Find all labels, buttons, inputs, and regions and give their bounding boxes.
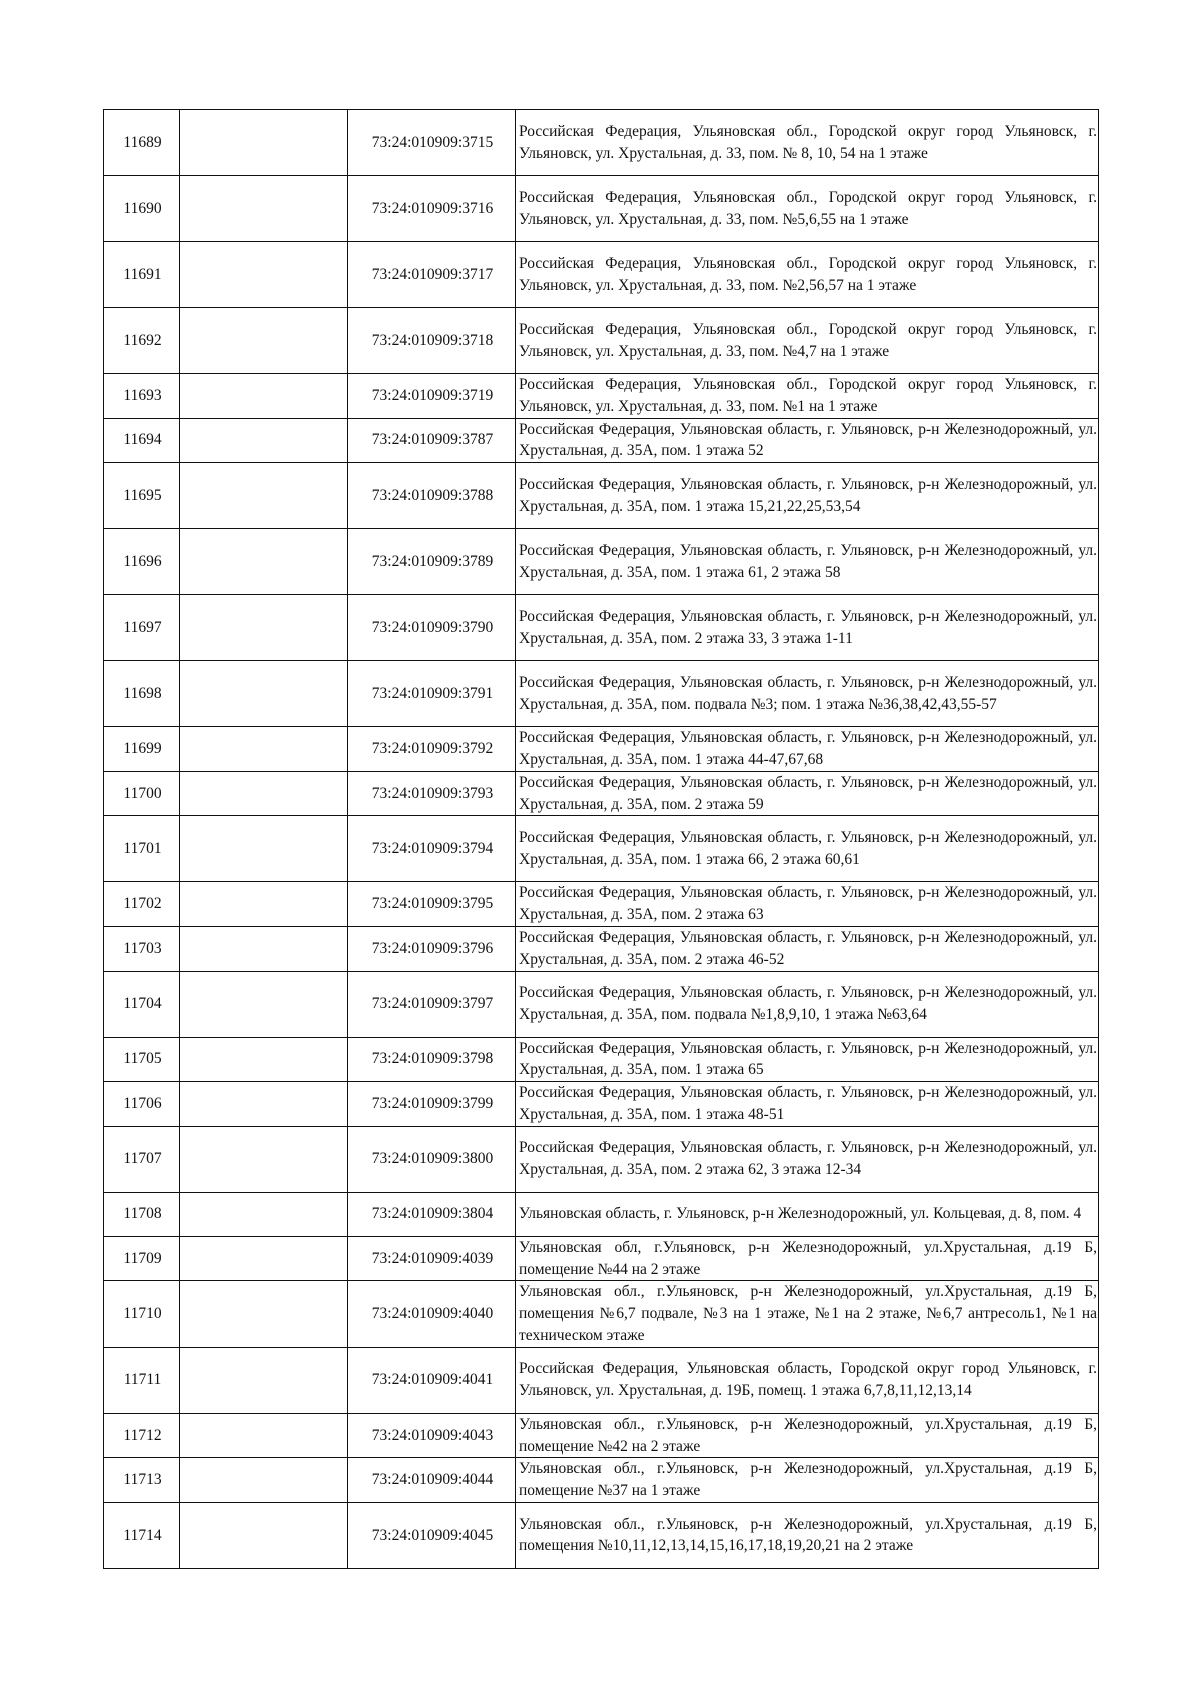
owner-cell [180, 308, 348, 374]
cadastral-number-cell: 73:24:010909:3718 [348, 308, 516, 374]
table-row [104, 242, 1099, 308]
address-cell: Российская Федерация, Ульяновская область, г. Ульяновск, р-н Железнодорожный, ул. Хрустальная, д. 35А, пом. 2 этажа 33, 3 этажа 1-11 [516, 595, 1099, 661]
table-row [104, 374, 1099, 419]
address-cell: Российская Федерация, Ульяновская область, г. Ульяновск, р-н Железнодорожный, ул. Хрустальная, д. 35А, пом. 1 этажа 52 [516, 418, 1099, 463]
table-row [104, 463, 1099, 529]
table-row [104, 308, 1099, 374]
table-row [104, 971, 1099, 1037]
owner-cell [180, 882, 348, 927]
cadastral-number-cell: 73:24:010909:3787 [348, 418, 516, 463]
row-number-cell: 11713 [104, 1458, 180, 1503]
row-number-cell: 11708 [104, 1192, 180, 1236]
owner-cell [180, 1281, 348, 1347]
owner-cell [180, 1082, 348, 1127]
row-number-cell: 11711 [104, 1347, 180, 1413]
address-cell: Российская Федерация, Ульяновская область, г. Ульяновск, р-н Железнодорожный, ул. Хрустальная, д. 35А, пом. подвала №1,8,9,10, 1 этажа №63,64 [516, 971, 1099, 1037]
cadastral-number-cell: 73:24:010909:3796 [348, 926, 516, 971]
cadastral-number-cell: 73:24:010909:4044 [348, 1458, 516, 1503]
table-row [104, 595, 1099, 661]
row-number-cell: 11701 [104, 816, 180, 882]
table-row [104, 1458, 1099, 1503]
table-row [104, 1236, 1099, 1281]
cadastral-number-cell: 73:24:010909:3790 [348, 595, 516, 661]
owner-cell [180, 1192, 348, 1236]
table-row [104, 882, 1099, 927]
cadastral-number-cell: 73:24:010909:4043 [348, 1413, 516, 1458]
row-number-cell: 11714 [104, 1502, 180, 1568]
cadastral-number-cell: 73:24:010909:3716 [348, 176, 516, 242]
cadastral-number-cell: 73:24:010909:3715 [348, 110, 516, 176]
owner-cell [180, 971, 348, 1037]
cadastral-number-cell: 73:24:010909:3795 [348, 882, 516, 927]
owner-cell [180, 242, 348, 308]
property-registry-table [103, 109, 1099, 1569]
registry-table-body [104, 110, 1099, 1569]
table-row [104, 1192, 1099, 1236]
cadastral-number-cell: 73:24:010909:3717 [348, 242, 516, 308]
address-cell: Российская Федерация, Ульяновская область, г. Ульяновск, р-н Железнодорожный, ул. Хрустальная, д. 35А, пом. 2 этажа 46-52 [516, 926, 1099, 971]
table-row [104, 926, 1099, 971]
row-number-cell: 11697 [104, 595, 180, 661]
address-cell: Российская Федерация, Ульяновская обл., Городской округ город Ульяновск, г. Ульяновск, ул. Хрустальная, д. 33, пом. №2,56,57 на 1 этаже [516, 242, 1099, 308]
owner-cell [180, 529, 348, 595]
table-row [104, 771, 1099, 816]
owner-cell [180, 595, 348, 661]
row-number-cell: 11691 [104, 242, 180, 308]
cadastral-number-cell: 73:24:010909:3804 [348, 1192, 516, 1236]
address-cell: Российская Федерация, Ульяновская область, г. Ульяновск, р-н Железнодорожный, ул. Хрустальная, д. 35А, пом. 2 этажа 59 [516, 771, 1099, 816]
address-cell: Российская Федерация, Ульяновская область, Городской округ город Ульяновск, г. Ульяновск, ул. Хрустальная, д. 19Б, помещ. 1 этажа 6,7,8,11,12,13,14 [516, 1347, 1099, 1413]
cadastral-number-cell: 73:24:010909:4039 [348, 1236, 516, 1281]
address-cell: Ульяновская обл, г.Ульяновск, р-н Железнодорожный, ул.Хрустальная, д.19 Б, помещение №44 на 2 этаже [516, 1236, 1099, 1281]
cadastral-number-cell: 73:24:010909:4041 [348, 1347, 516, 1413]
table-row [104, 110, 1099, 176]
cadastral-number-cell: 73:24:010909:3798 [348, 1037, 516, 1082]
cadastral-number-cell: 73:24:010909:3793 [348, 771, 516, 816]
owner-cell [180, 176, 348, 242]
owner-cell [180, 1126, 348, 1192]
owner-cell [180, 1413, 348, 1458]
row-number-cell: 11702 [104, 882, 180, 927]
cadastral-number-cell: 73:24:010909:3797 [348, 971, 516, 1037]
row-number-cell: 11693 [104, 374, 180, 419]
owner-cell [180, 661, 348, 727]
row-number-cell: 11700 [104, 771, 180, 816]
address-cell: Российская Федерация, Ульяновская область, г. Ульяновск, р-н Железнодорожный, ул. Хрустальная, д. 35А, пом. 1 этажа 15,21,22,25,53,54 [516, 463, 1099, 529]
owner-cell [180, 1502, 348, 1568]
owner-cell [180, 816, 348, 882]
address-cell: Российская Федерация, Ульяновская область, г. Ульяновск, р-н Железнодорожный, ул. Хрустальная, д. 35А, пом. 2 этажа 62, 3 этажа 12-34 [516, 1126, 1099, 1192]
owner-cell [180, 110, 348, 176]
owner-cell [180, 926, 348, 971]
owner-cell [180, 771, 348, 816]
row-number-cell: 11698 [104, 661, 180, 727]
table-row [104, 176, 1099, 242]
table-row [104, 1037, 1099, 1082]
table-row [104, 1502, 1099, 1568]
owner-cell [180, 1458, 348, 1503]
row-number-cell: 11712 [104, 1413, 180, 1458]
row-number-cell: 11692 [104, 308, 180, 374]
table-row [104, 661, 1099, 727]
owner-cell [180, 463, 348, 529]
cadastral-number-cell: 73:24:010909:3719 [348, 374, 516, 419]
address-cell: Российская Федерация, Ульяновская область, г. Ульяновск, р-н Железнодорожный, ул. Хрустальная, д. 35А, пом. 1 этажа 66, 2 этажа 60,61 [516, 816, 1099, 882]
table-row [104, 1082, 1099, 1127]
address-cell: Российская Федерация, Ульяновская область, г. Ульяновск, р-н Железнодорожный, ул. Хрустальная, д. 35А, пом. 1 этажа 65 [516, 1037, 1099, 1082]
owner-cell [180, 1037, 348, 1082]
address-cell: Российская Федерация, Ульяновская область, г. Ульяновск, р-н Железнодорожный, ул. Хрустальная, д. 35А, пом. подвала №3; пом. 1 этажа №36,38,42,43,55-57 [516, 661, 1099, 727]
row-number-cell: 11696 [104, 529, 180, 595]
owner-cell [180, 1236, 348, 1281]
address-cell: Российская Федерация, Ульяновская область, г. Ульяновск, р-н Железнодорожный, ул. Хрустальная, д. 35А, пом. 1 этажа 44-47,67,68 [516, 727, 1099, 772]
row-number-cell: 11694 [104, 418, 180, 463]
row-number-cell: 11709 [104, 1236, 180, 1281]
owner-cell [180, 418, 348, 463]
address-cell: Российская Федерация, Ульяновская область, г. Ульяновск, р-н Железнодорожный, ул. Хрустальная, д. 35А, пом. 1 этажа 61, 2 этажа 58 [516, 529, 1099, 595]
row-number-cell: 11703 [104, 926, 180, 971]
cadastral-number-cell: 73:24:010909:3800 [348, 1126, 516, 1192]
row-number-cell: 11707 [104, 1126, 180, 1192]
cadastral-number-cell: 73:24:010909:4040 [348, 1281, 516, 1347]
table-row [104, 1126, 1099, 1192]
table-row [104, 418, 1099, 463]
cadastral-number-cell: 73:24:010909:3794 [348, 816, 516, 882]
address-cell: Ульяновская область, г. Ульяновск, р-н Железнодорожный, ул. Кольцевая, д. 8, пом. 4 [516, 1192, 1099, 1236]
address-cell: Российская Федерация, Ульяновская обл., Городской округ город Ульяновск, г. Ульяновск, ул. Хрустальная, д. 33, пом. № 8, 10, 54 на 1 этаже [516, 110, 1099, 176]
row-number-cell: 11699 [104, 727, 180, 772]
address-cell: Российская Федерация, Ульяновская область, г. Ульяновск, р-н Железнодорожный, ул. Хрустальная, д. 35А, пом. 2 этажа 63 [516, 882, 1099, 927]
address-cell: Ульяновская обл., г.Ульяновск, р-н Железнодорожный, ул.Хрустальная, д.19 Б, помещения №10,11,12,13,14,15,16,17,18,19,20,21 на 2 этаже [516, 1502, 1099, 1568]
row-number-cell: 11706 [104, 1082, 180, 1127]
row-number-cell: 11705 [104, 1037, 180, 1082]
cadastral-number-cell: 73:24:010909:3788 [348, 463, 516, 529]
owner-cell [180, 727, 348, 772]
row-number-cell: 11695 [104, 463, 180, 529]
cadastral-number-cell: 73:24:010909:3792 [348, 727, 516, 772]
address-cell: Российская Федерация, Ульяновская область, г. Ульяновск, р-н Железнодорожный, ул. Хрустальная, д. 35А, пом. 1 этажа 48-51 [516, 1082, 1099, 1127]
table-row [104, 1413, 1099, 1458]
cadastral-number-cell: 73:24:010909:3789 [348, 529, 516, 595]
table-row [104, 727, 1099, 772]
row-number-cell: 11690 [104, 176, 180, 242]
owner-cell [180, 1347, 348, 1413]
address-cell: Российская Федерация, Ульяновская обл., Городской округ город Ульяновск, г. Ульяновск, ул. Хрустальная, д. 33, пом. №5,6,55 на 1 этаже [516, 176, 1099, 242]
table-row [104, 1347, 1099, 1413]
address-cell: Ульяновская обл., г.Ульяновск, р-н Железнодорожный, ул.Хрустальная, д.19 Б, помещение №42 на 2 этаже [516, 1413, 1099, 1458]
cadastral-number-cell: 73:24:010909:3799 [348, 1082, 516, 1127]
address-cell: Ульяновская обл., г.Ульяновск, р-н Железнодорожный, ул.Хрустальная, д.19 Б, помещение №37 на 1 этаже [516, 1458, 1099, 1503]
cadastral-number-cell: 73:24:010909:4045 [348, 1502, 516, 1568]
cadastral-number-cell: 73:24:010909:3791 [348, 661, 516, 727]
address-cell: Ульяновская обл., г.Ульяновск, р-н Железнодорожный, ул.Хрустальная, д.19 Б, помещения №6,7 подвале, №3 на 1 этаже, №1 на 2 этаже, №6,7 антресоль1, №1 на техническом этаже [516, 1281, 1099, 1347]
table-row [104, 529, 1099, 595]
table-row [104, 816, 1099, 882]
row-number-cell: 11710 [104, 1281, 180, 1347]
row-number-cell: 11689 [104, 110, 180, 176]
row-number-cell: 11704 [104, 971, 180, 1037]
owner-cell [180, 374, 348, 419]
table-row [104, 1281, 1099, 1347]
address-cell: Российская Федерация, Ульяновская обл., Городской округ город Ульяновск, г. Ульяновск, ул. Хрустальная, д. 33, пом. №4,7 на 1 этаже [516, 308, 1099, 374]
address-cell: Российская Федерация, Ульяновская обл., Городской округ город Ульяновск, г. Ульяновск, ул. Хрустальная, д. 33, пом. №1 на 1 этаже [516, 374, 1099, 419]
